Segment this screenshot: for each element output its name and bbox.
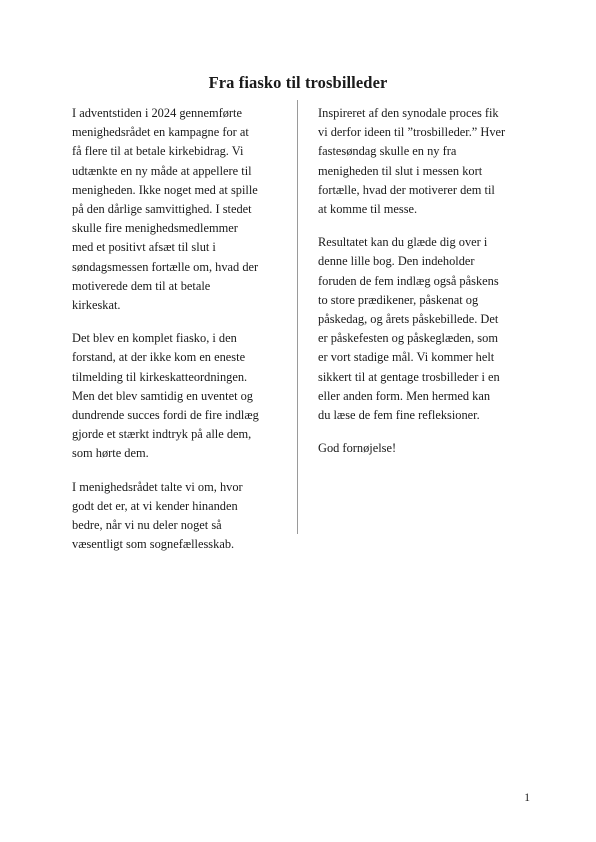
left-text-column bbox=[72, 104, 286, 568]
paragraph: Inspireret af den synodale proces fik vi derfor ideen til ”trosbilleder.” Hver fastesøndag skulle en ny fra menigheden til slut i messen kort fortælle, hvad der motiverer dem til at komme til messe. bbox=[318, 106, 506, 217]
page-number: 1 bbox=[524, 792, 530, 804]
paragraph: I adventstiden i 2024 gennemførte menighedsrådet en kampagne for at få flere til at betale kirkebidrag. Vi udtænkte en ny måde at appellere til menigheden. Ikke noget med at spille på den dårlige samvittighed. I stedet skulle fire menighedsmedlemmer med et positivt afsæt til slut i søndagsmessen fortælle om, hvad der motiverede dem til at betale kirkeskat. bbox=[72, 106, 259, 313]
column-divider bbox=[297, 100, 298, 534]
page-title: Fra fiasko til trosbilleder bbox=[208, 73, 388, 92]
right-text-column bbox=[318, 104, 532, 472]
paragraph: I menighedsrådet talte vi om, hvor godt det er, at vi kender hinanden bedre, når vi nu deler noget så væsentligt som sognefællesskab. bbox=[72, 479, 243, 552]
paragraph: God fornøjelse! bbox=[318, 441, 397, 456]
paragraph: Resultatet kan du glæde dig over i denne lille bog. Den indeholder foruden de fem indlæg også påskens to store prædikener, påskenat og påskedag, og årets påskebillede. Det er påskefesten og påskeglæden, som er vort stadige mål. Vi kommer helt sikkert til at gentage trosbilleder i en eller anden form. Men hermed kan du læse de fem fine refleksioner. bbox=[318, 235, 500, 423]
paragraph: Det blev en komplet fiasko, i den forstand, at der ikke kom en eneste tilmelding til kirkeskatteordningen. Men det blev samtidig en uventet og dundrende succes fordi de fire indlæg gjorde et stærkt indtryk på alle dem, som hørte dem. bbox=[72, 331, 259, 461]
